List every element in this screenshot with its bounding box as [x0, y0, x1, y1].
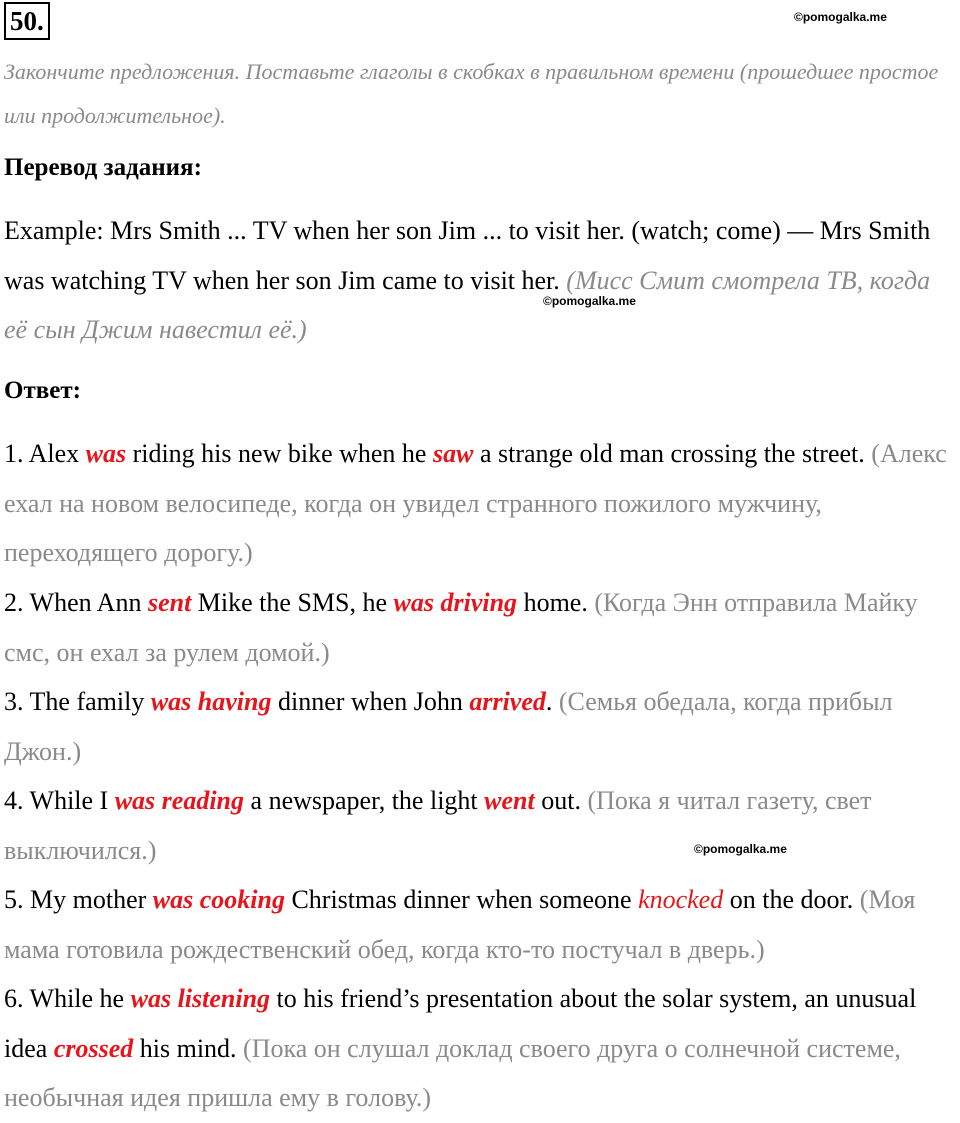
exercise-number: 50. — [4, 2, 50, 40]
answer-number: 4. — [4, 786, 24, 815]
answer-verb: saw — [432, 439, 474, 468]
answer-number: 2. — [4, 588, 24, 617]
answer-text: dinner when John — [271, 687, 470, 716]
answer-verb: was reading — [114, 786, 245, 815]
answer-verb: was cooking — [152, 885, 285, 914]
answer-item-5 — [4, 875, 956, 974]
answer-item-1 — [4, 429, 956, 578]
example-paragraph — [4, 206, 956, 355]
answer-number: 6. — [4, 984, 24, 1013]
translation-heading: Перевод задания: — [4, 154, 202, 181]
answer-text: his mind. — [133, 1033, 244, 1063]
answer-verb: was having — [150, 687, 272, 716]
answer-number: 5. — [4, 885, 24, 914]
answer-text: home. — [517, 588, 595, 617]
answer-verb: sent — [147, 588, 192, 617]
answer-verb: was driving — [393, 588, 518, 617]
answer-text: Alex — [23, 439, 86, 468]
answer-text: While he — [23, 984, 131, 1013]
answer-item-2 — [4, 578, 956, 677]
answer-text: riding his new bike when he — [126, 439, 433, 468]
answer-verb: was — [85, 439, 127, 468]
answer-text: The family — [23, 687, 151, 716]
answer-heading: Ответ: — [4, 377, 81, 404]
answer-translation: (Алекс ехал на новом велосипеде, когда он увидел странного пожилого мужчину, переходящего дорогу.) — [4, 439, 947, 567]
example-translation: (Мисс Смит смотрела ТВ, когда её сын Джим навестил её.) — [4, 265, 931, 344]
answer-translation: (Пока он слушал доклад своего друга о солнечной системе, необычная идея пришла ему в голову.) — [4, 1033, 901, 1112]
watermark-top: ©pomogalka.me — [794, 10, 887, 24]
answer-translation: (Семья обедала, когда прибыл Джон.) — [4, 687, 893, 766]
answer-verb: arrived — [469, 687, 546, 716]
answer-verb: crossed — [53, 1033, 134, 1063]
answer-verb: was listening — [130, 984, 271, 1013]
answer-item-6 — [4, 974, 956, 1123]
watermark-middle: ©pomogalka.me — [543, 294, 636, 308]
answer-text: a newspaper, the light — [244, 786, 485, 815]
answer-translation: (Моя мама готовила рождественский обед, когда кто-то постучал в дверь.) — [4, 885, 916, 964]
answer-text: a strange old man crossing the street. — [473, 439, 872, 468]
answer-translation: (Когда Энн отправила Майку смс, он ехал за рулем домой.) — [4, 588, 918, 667]
answer-text: . — [545, 687, 559, 716]
answer-item-3 — [4, 677, 956, 776]
answer-text: to his friend’s presentation about the solar system, an unusual idea — [4, 984, 917, 1063]
answer-verb: went — [484, 786, 535, 815]
answer-number: 3. — [4, 687, 24, 716]
answer-translation: (Пока я читал газету, свет выключился.) — [4, 786, 872, 865]
answer-number: 1. — [4, 439, 24, 468]
answer-text: on the door. — [723, 885, 860, 914]
answer-text: While I — [23, 786, 115, 815]
answer-verb: knocked — [638, 885, 724, 914]
answer-text: Christmas dinner when someone — [284, 885, 639, 914]
watermark-lower: ©pomogalka.me — [694, 842, 787, 856]
instruction-text: Закончите предложения. Поставьте глаголы в скобках в правильном времени (прошедшее простое или продолжительное). — [4, 59, 939, 128]
answer-text: When Ann — [23, 588, 148, 617]
answer-text: Mike the SMS, he — [191, 588, 394, 617]
answer-text: out. — [534, 786, 588, 815]
example-text: Example: Mrs Smith ... TV when her son Jim ... to visit her. (watch; come) — Mrs Smith was watching TV when her son Jim came to visit her. — [4, 216, 931, 295]
answer-text: My mother — [23, 885, 153, 914]
answer-item-4 — [4, 776, 956, 875]
